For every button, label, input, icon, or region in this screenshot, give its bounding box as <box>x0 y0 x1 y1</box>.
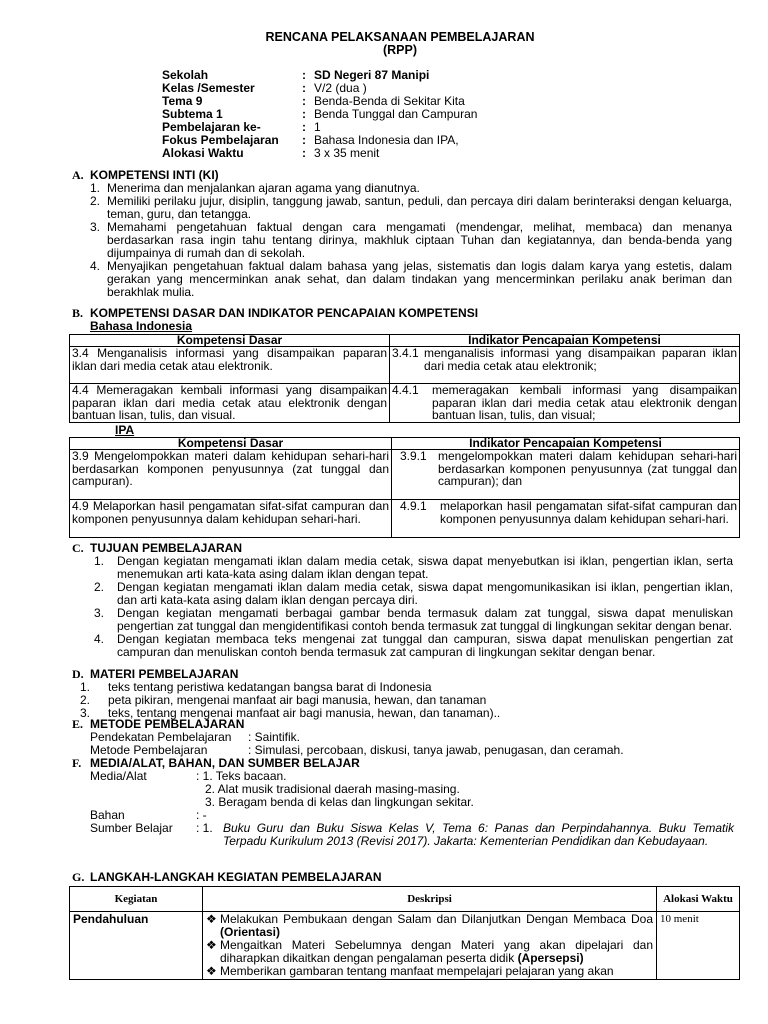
info-row: Subtema 1 : Benda Tunggal dan Campuran <box>162 107 478 121</box>
table-row: Pendahuluan ❖ Melakukan Pembukaan dengan Salam dan Dilanjutkan Dengan Membaca Doa (Orientasi) ❖ Mengaitkan Materi Sebelumnya dengan Materi yang akan dipelajari dan diharapkan dikaitkan dengan pengalaman peserta didik (Apersepsi) ❖ Memberikan gambaran tentang manfaat mempelajari pelajaran yang akan 10 menit <box>70 912 740 980</box>
list-item: 2. Memiliki perilaku jujur, disiplin, tanggung jawab, santun, peduli, dan percaya diri dalam berinteraksi dengan keluarga, teman, guru, dan tetangga. <box>90 194 732 221</box>
list-item: 3. Memahami pengetahuan faktual dengan cara mengamati (mendengar, melihat, membaca) dan menanya berdasarkan rasa ingin tahu tentang dirinya, makhluk ciptaan Tuhan dan kegiatannya, dan benda-benda yang dijumpainya di rumah dan di sekolah. <box>90 220 732 260</box>
column-header: Deskripsi <box>203 887 657 912</box>
list-item: ❖ Mengaitkan Materi Sebelumnya dengan Materi yang akan dipelajari dan diharapkan dikaitkan dengan pengalaman peserta didik (Apersepsi) <box>206 938 653 965</box>
info-row: Fokus Pembelajaran : Bahasa Indonesia dan IPA, <box>162 133 459 147</box>
column-header: Indikator Pencapaian Kompetensi <box>390 335 740 347</box>
info-row: Tema 9 : Benda-Benda di Sekitar Kita <box>162 94 465 108</box>
list-item: Pendekatan Pembelajaran : Saintifik. <box>90 730 301 744</box>
column-header: Kegiatan <box>70 887 203 912</box>
info-row: Pembelajaran ke- : 1 <box>162 120 321 134</box>
column-header: Kompetensi Dasar <box>70 335 390 347</box>
media-row: Media/Alat : 1. Teks bacaan. <box>90 769 287 783</box>
list-item: 4. Menyajikan pengetahuan faktual dalam bahasa yang jelas, sistematis dan logis dalam karya yang estetis, dalam gerakan yang mencerminkan anak sehat, dan dalam tindakan yang mencerminkan perilaku anak beriman dan berakhlak mulia. <box>90 259 732 299</box>
info-row: Alokasi Waktu : 3 x 35 menit <box>162 146 380 160</box>
list-item: 1. Menerima dan menjalankan ajaran agama yang dianutnya. <box>90 181 420 195</box>
list-item: 2. Dengan kegiatan mengamati iklan dalam media cetak, siswa dapat mengomunikasikan isi iklan, pengertian iklan, dan arti kata-kata asing dalam iklan dengan percaya diri. <box>94 580 733 607</box>
section-f-heading: F. MEDIA/ALAT, BAHAN, DAN SUMBER BELAJAR <box>72 756 360 770</box>
kd-table-ipa <box>69 437 740 538</box>
info-row: Sekolah : SD Negeri 87 Manipi <box>162 68 430 82</box>
identity-block <box>162 69 477 160</box>
materi-list <box>80 681 730 720</box>
section-c-heading: C. TUJUAN PEMBELAJARAN <box>72 541 243 555</box>
diamond-bullet-icon: ❖ <box>206 964 217 978</box>
subject-bahasa-indonesia: Bahasa Indonesia <box>90 319 193 333</box>
info-row: Kelas /Semester : V/2 (dua ) <box>162 81 367 95</box>
table-row: 4.4 Memeragakan kembali informasi yang disampaikan paparan iklan dari media cetak atau elektronik dengan bantuan lisan, tulis, dan visual. 4.4.1 memeragakan kembali informasi yang disampaikan paparan iklan dari media cetak atau elektronik dengan bantuan lisan, tulis, dan visual; <box>70 384 740 423</box>
ki-list <box>90 182 732 299</box>
list-item: 4. Dengan kegiatan membaca teks mengenai zat tunggal dan campuran, siswa dapat menuliskan pengertian zat campuran dan menuliskan contoh benda termasuk zat campuran di lingkungan sekitar dengan benar. <box>94 632 733 659</box>
table-row: 3.4 Menganalisis informasi yang disampaikan paparan iklan dari media cetak atau elektronik. 3.4.1 menganalisis informasi yang disampaikan paparan iklan dari media cetak atau elektronik; <box>70 347 740 384</box>
metode-list <box>90 731 730 757</box>
list-item: 1. Dengan kegiatan mengamati iklan dalam media cetak, siswa dapat menyebutkan isi iklan, pengertian iklan, serta menemukan arti kata-kata asing dalam iklan dengan tepat. <box>94 554 733 581</box>
tujuan-list <box>94 555 733 659</box>
table-row: 3.9 Mengelompokkan materi dalam kehidupan sehari-hari berdasarkan komponen penyusunnya (zat tunggal dan campuran). 3.9.1 mengelompokkan materi dalam kehidupan sehari-hari berdasarkan komponen penyusunnya (zat tunggal dan campuran); dan <box>70 450 740 500</box>
subject-ipa: IPA <box>115 423 135 437</box>
diamond-bullet-icon: ❖ <box>206 912 217 926</box>
column-header: Indikator Pencapaian Kompetensi <box>392 438 740 450</box>
column-header: Kompetensi Dasar <box>70 438 392 450</box>
diamond-bullet-icon: ❖ <box>206 938 217 952</box>
table-row: 4.9 Melaporkan hasil pengamatan sifat-sifat campuran dan komponen penyusunnya dalam kehidupan sehari-hari. 4.9.1 melaporkan hasil pengamatan sifat-sifat campuran dan komponen penyusunnya dalam kehidupan sehari-hari. <box>70 500 740 538</box>
column-header: Alokasi Waktu <box>657 887 740 912</box>
media-block: Media/Alat : 1. Teks bacaan. 2. Alat musik tradisional daerah masing-masing. 3. Beragam benda di kelas dan lingkungan sekitar. Bahan : - Sumber Belajar : 1. Buku Guru dan Buku Siswa Kelas V, Tema 6: Panas dan Perpindahannya. Buku Tematik Terpadu Kurikulum 2013 (Revisi 2017). Jakarta: Kementerian Pendidikan dan Kebudayaan. <box>90 769 734 848</box>
document-subtitle: (RPP) <box>382 43 418 57</box>
list-item: Metode Pembelajaran : Simulasi, percobaan, diskusi, tanya jawab, penugasan, dan ceramah. <box>90 743 624 757</box>
bahan-row: Bahan : - <box>90 808 207 822</box>
kd-table-bahasa-indonesia <box>69 334 740 423</box>
steps-table <box>69 886 740 980</box>
list-item: 2. peta pikiran, mengenai manfaat air bagi manusia, hewan, dan tanaman <box>80 693 487 707</box>
list-item: 3. Dengan kegiatan mengamati berbagai gambar benda termasuk dalam zat tunggal, siswa dapat menuliskan pengertian zat tunggal dan mengidentifikasi contoh benda termasuk zat tunggal di lingkungan sekitar dengan benar. <box>94 606 733 633</box>
list-item: ❖ Memberikan gambaran tentang manfaat mempelajari pelajaran yang akan <box>206 964 614 978</box>
sumber-row: Sumber Belajar : 1. Buku Guru dan Buku Siswa Kelas V, Tema 6: Panas dan Perpindahannya. Buku Tematik Terpadu Kurikulum 2013 (Revisi 2017). Jakarta: Kementerian Pendidikan dan Kebudayaan. <box>90 821 734 848</box>
section-a-heading: A. KOMPETENSI INTI (KI) <box>72 168 219 182</box>
list-item: 1. teks tentang peristiwa kedatangan bangsa barat di Indonesia <box>80 680 432 694</box>
section-d-heading: D. MATERI PEMBELAJARAN <box>72 667 239 681</box>
list-item: 3. teks, tentang mengenai manfaat air bagi manusia, hewan, dan tanaman).. <box>80 706 501 720</box>
document-title: RENCANA PELAKSANAAN PEMBELAJARAN <box>265 30 535 44</box>
section-e-heading: E. METODE PEMBELAJARAN <box>72 717 245 731</box>
list-item: ❖ Melakukan Pembukaan dengan Salam dan Dilanjutkan Dengan Membaca Doa (Orientasi) <box>206 912 653 939</box>
section-b-heading: B. KOMPETENSI DASAR DAN INDIKATOR PENCAPAIAN KOMPETENSI <box>72 306 479 320</box>
section-g-heading: G. LANGKAH-LANGKAH KEGIATAN PEMBELAJARAN <box>72 870 382 884</box>
